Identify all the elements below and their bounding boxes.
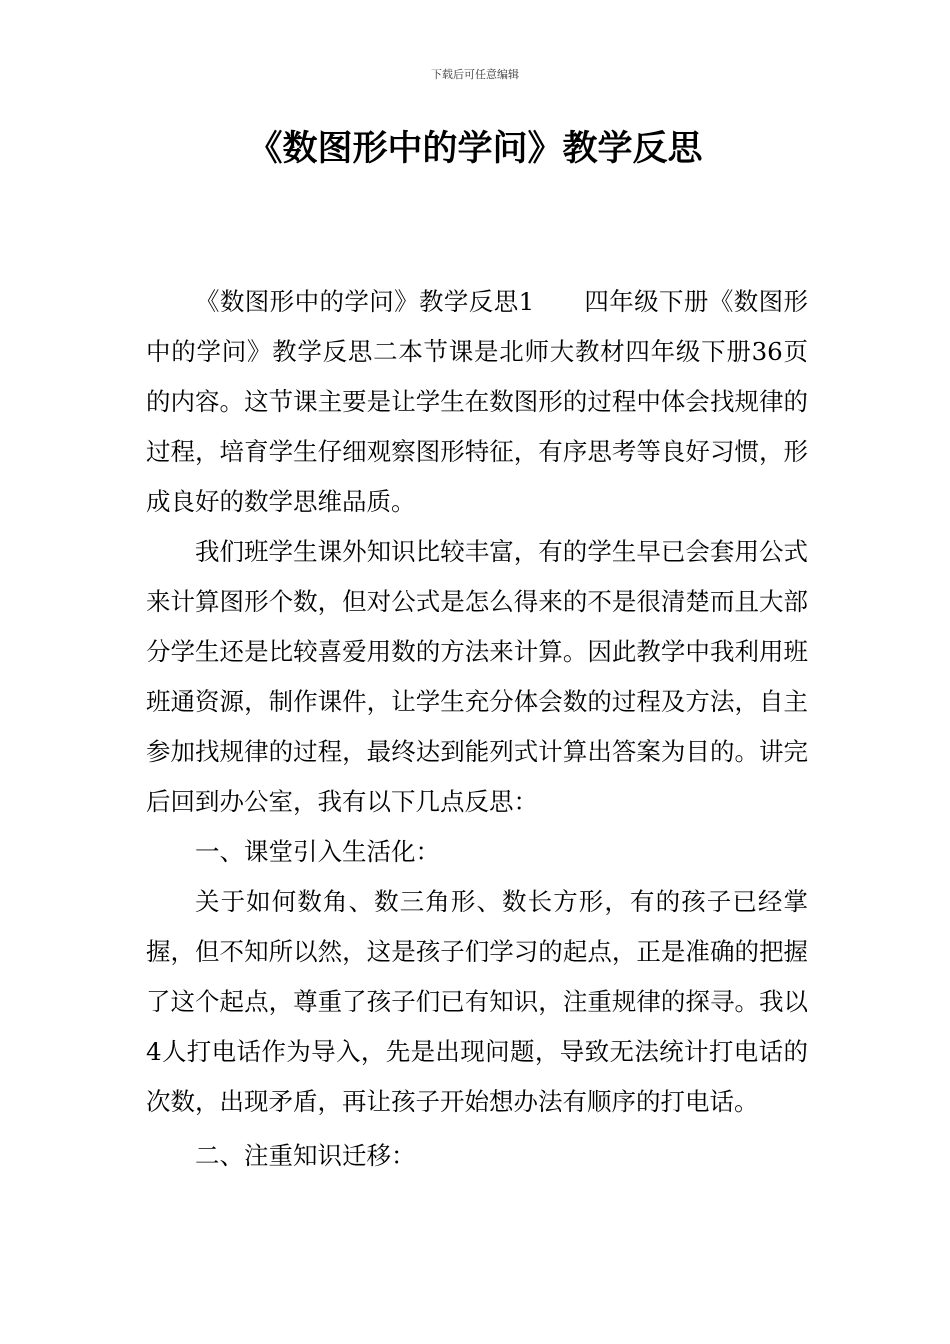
paragraph-section-1: 关于如何数角、数三角形、数长方形，有的孩子已经掌握，但不知所以然，这是孩子们学习的起点，正是准确的把握了这个起点，尊重了孩子们已有知识，注重规律的探寻。我以4人打电话作为导入，先是出现问题，导致无法统计打电话的次数，出现矛盾，再让孩子开始想办法有顺序的打电话。 [146, 887, 808, 1116]
document-body [146, 277, 808, 1181]
document-title: 《数图形中的学问》教学反思 [247, 129, 703, 169]
paragraph-intro: 《数图形中的学问》教学反思1 四年级下册《数图形中的学问》教学反思二本节课是北师大教材四年级下册36页的内容。这节课主要是让学生在数图形的过程中体会找规律的过程，培育学生仔细观察图形特征，有序思考等良好习惯，形成良好的数学思维品质。 [146, 287, 808, 516]
header-note: 下载后可任意编辑 [431, 68, 519, 81]
section-heading-1: 一、课堂引入生活化： [195, 837, 440, 866]
paragraph-class-background: 我们班学生课外知识比较丰富，有的学生早已会套用公式来计算图形个数，但对公式是怎么得来的不是很清楚而且大部分学生还是比较喜爱用数的方法来计算。因此教学中我利用班班通资源，制作课件，让学生充分体会数的过程及方法，自主参加找规律的过程，最终达到能列式计算出答案为目的。讲完后回到办公室，我有以下几点反思： [146, 537, 808, 816]
section-heading-2: 二、注重知识迁移： [195, 1141, 416, 1170]
